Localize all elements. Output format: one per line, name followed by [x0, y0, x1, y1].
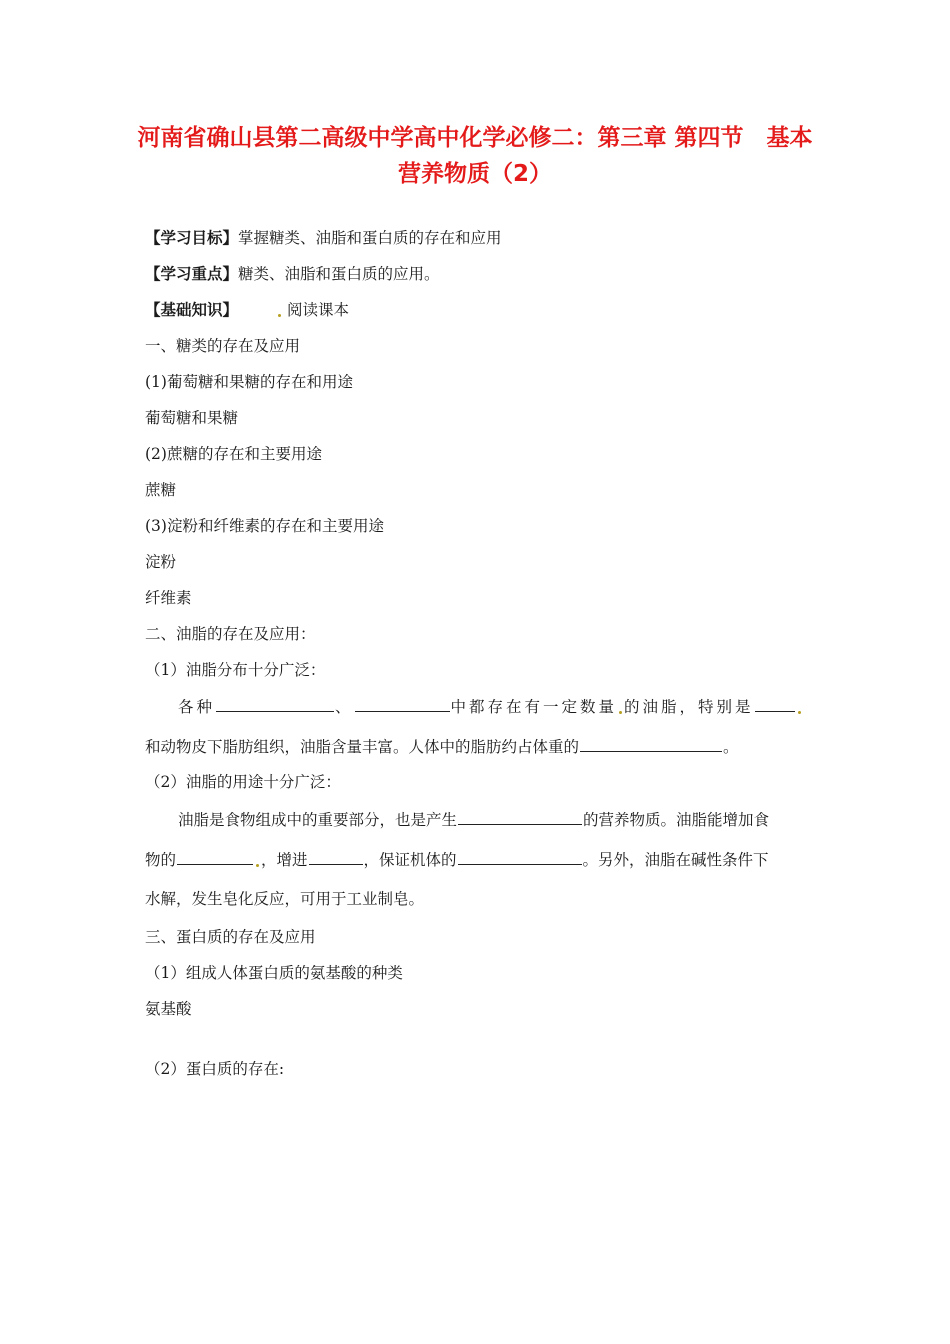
goal-text: 掌握糖类、油脂和蛋白质的存在和应用	[238, 229, 502, 247]
basic-knowledge	[145, 299, 349, 321]
section-3-heading: 三、蛋白质的存在及应用	[145, 928, 316, 946]
s1-item-3-answer-a: 淀粉	[145, 553, 177, 571]
goal-label: 【学习目标】	[145, 228, 239, 247]
s3-item-1: （1）组成人体蛋白质的氨基酸的种类	[145, 964, 403, 982]
focus-text: 糖类、油脂和蛋白质的应用。	[238, 265, 440, 283]
s2-paragraph-5: 水解，发生皂化反应，可用于工业制皂。	[145, 890, 425, 908]
s1-item-1: (1)葡萄糖和果糖的存在和用途	[145, 373, 353, 391]
fill-blank[interactable]	[355, 695, 450, 712]
s3-item-1-answer: 氨基酸	[145, 1000, 192, 1018]
basics-text: 阅读课本	[287, 301, 350, 319]
s1-item-3-answer-b: 纤维素	[145, 589, 192, 607]
fill-blank[interactable]	[216, 695, 334, 712]
s2-item-2: （2）油脂的用途十分广泛：	[145, 773, 341, 791]
s3-item-2: （2）蛋白质的存在:	[145, 1060, 285, 1078]
s1-item-1-answer: 葡萄糖和果糖	[145, 409, 239, 427]
mark-dot	[278, 314, 281, 317]
section-2-heading: 二、油脂的存在及应用：	[145, 625, 316, 643]
fill-blank[interactable]	[580, 735, 722, 752]
learning-focus	[145, 263, 440, 285]
s2-paragraph-2: 和动物皮下脂肪组织，油脂含量丰富。人体中的脂肪约占体重的 。	[145, 735, 739, 758]
fill-blank[interactable]	[458, 808, 582, 825]
mark-dot	[798, 711, 801, 714]
title-line-1: 河南省确山县第二高级中学高中化学必修二：第三章 第四节 基本	[137, 125, 813, 151]
mark-dot	[256, 864, 259, 867]
title-line-2: 营养物质（2）	[397, 161, 552, 187]
s2-paragraph-3: 油脂是食物组成中的重要部分，也是产生 的营养物质。油脂能增加食	[178, 808, 769, 831]
fill-blank[interactable]	[458, 848, 582, 865]
fill-blank[interactable]	[177, 848, 253, 865]
fill-blank[interactable]	[309, 848, 363, 865]
s1-item-2: (2)蔗糖的存在和主要用途	[145, 445, 322, 463]
s2-paragraph-4: 物的 ，增进 ，保证机体的 。另外，油脂在碱性条件下	[145, 848, 769, 871]
learning-goal	[145, 227, 502, 249]
basics-label: 【基础知识】	[145, 300, 239, 319]
focus-label: 【学习重点】	[145, 264, 239, 283]
s1-item-2-answer: 蔗糖	[145, 481, 177, 499]
s1-item-3: (3)淀粉和纤维素的存在和主要用途	[145, 517, 384, 535]
document-title	[130, 120, 820, 192]
s2-paragraph-1: 各种 、 中都存在有一定数量 的油脂，特别是	[178, 695, 803, 718]
fill-blank[interactable]	[755, 695, 795, 712]
mark-dot	[619, 711, 622, 714]
section-1-heading: 一、糖类的存在及应用	[145, 337, 301, 355]
s2-item-1: （1）油脂分布十分广泛：	[145, 661, 326, 679]
